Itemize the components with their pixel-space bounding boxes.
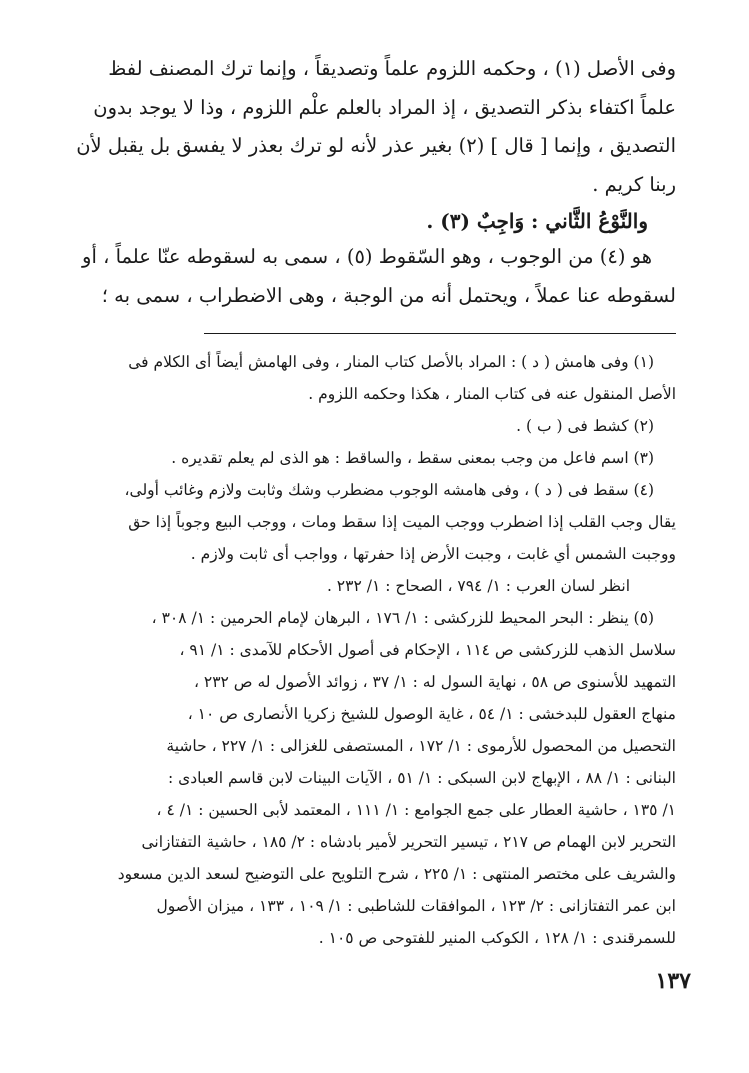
footnote-line: الأصل المنقول عنه فى كتاب المنار ، هكذا وحكمه اللزوم . — [308, 385, 676, 403]
footnote-line: البنانى : ١/ ٨٨ ، الإبهاج لابن السبكى : ١/ ٥١ ، الآيات البينات لابن قاسم العبادى : — [168, 769, 676, 787]
footnote-line: التمهيد للأسنوى ص ٥٨ ، نهاية السول له : ١/ ٣٧ ، زوائد الأصول له ص ٢٣٢ ، — [193, 673, 676, 691]
main-paragraph — [66, 50, 676, 204]
footnote-line: (٥) ينظر : البحر المحيط للزركشى : ١/ ١٧٦ ، البرهان لإمام الحرمين : ١/ ٣٠٨ ، — [151, 609, 654, 627]
main-line: وفى الأصل (١) ، وحكمه اللزوم علماً وتصديقاً ، وإنما ترك المصنف لفظ — [108, 57, 676, 80]
footnote-line: منهاج العقول للبدخشى : ١/ ٥٤ ، غاية الوصول للشيخ زكريا الأنصارى ص ١٠ ، — [187, 705, 676, 723]
main-line: ربنا كريم . — [592, 172, 676, 196]
second-line: لسقوطه عنا عملاً ، ويحتمل أنه من الوجبة ، وهى الاضطراب ، سمى به ؛ — [101, 283, 676, 307]
footnote-line: والشريف على مختصر المنتهى : ١/ ٢٢٥ ، شرح التلويح على التوضيح لسعد الدين مسعود — [117, 865, 676, 883]
footnotes — [66, 346, 676, 954]
footnote-line: ١/ ١٣٥ ، حاشية العطار على جمع الجوامع : ١/ ١١١ ، المعتمد لأبى الحسين : ١/ ٤ ، — [156, 801, 676, 819]
footnote-line: للسمرقندى : ١/ ١٢٨ ، الكوكب المنير للفتوحى ص ١٠٥ . — [318, 929, 676, 947]
footnote-line: (٤) سقط فى ( د ) ، وفى هامشه الوجوب مضطرب وشك وثابت ولازم وغائب أولى، — [124, 481, 654, 499]
second-paragraph — [66, 238, 676, 315]
page-body — [66, 50, 676, 954]
footnote-line: (٢) كشط فى ( ب ) . — [516, 417, 654, 435]
footnote-divider — [204, 333, 676, 334]
footnote-line: (٣) اسم فاعل من وجب بمعنى سقط ، والساقط : هو الذى لم يعلم تقديره . — [171, 449, 654, 467]
main-line: علماً اكتفاء بذكر التصديق ، إذ المراد بالعلم علْم اللزوم ، وذا لا يوجد بدون — [93, 95, 676, 119]
footnote-line: ووجبت الشمس أي غابت ، وجبت الأرض إذا حفرتها ، وواجب أى ثابت ولازم . — [190, 545, 676, 563]
footnote-line: (١) وفى هامش ( د ) : المراد بالأصل كتاب المنار ، وفى الهامش أيضاً أى الكلام فى — [128, 353, 654, 371]
footnote-line: سلاسل الذهب للزركشى ص ١١٤ ، الإحكام فى أصول الأحكام للآمدى : ١/ ٩١ ، — [179, 641, 676, 659]
footnote-line: التحصيل من المحصول للأرموى : ١/ ١٧٢ ، المستصفى للغزالى : ١/ ٢٢٧ ، حاشية — [166, 737, 676, 755]
footnote-line: انظر لسان العرب : ١/ ٧٩٤ ، الصحاح : ١/ ٢٣٢ . — [326, 577, 630, 595]
footnote-line: ابن عمر التفتازانى : ٢/ ١٢٣ ، الموافقات للشاطبى : ١/ ١٠٩ ، ١٣٣ ، ميزان الأصول — [156, 897, 676, 915]
footnote-line: التحرير لابن الهمام ص ٢١٧ ، تيسير التحرير لأمير بادشاه : ٢/ ١٨٥ ، حاشية التفتازانى — [141, 833, 676, 851]
second-line: هو (٤) من الوجوب ، وهو السّقوط (٥) ، سمى به لسقوطه عنّا علماً ، أو — [82, 245, 652, 268]
footnote-line: يقال وجب القلب إذا اضطرب ووجب الميت إذا سقط ومات ، ووجب البيع وجوباً إذا حق — [128, 513, 676, 531]
page-number: ١٣٧ — [655, 968, 691, 994]
section-heading: والنَّوْعُ الثَّاني : وَاجِبٌ (٣) . — [426, 209, 648, 233]
main-line: التصديق ، وإنما [ قال ] (٢) بغير عذر لأنه لو ترك بعذر لا يفسق بل يقبل لأن — [76, 134, 676, 157]
